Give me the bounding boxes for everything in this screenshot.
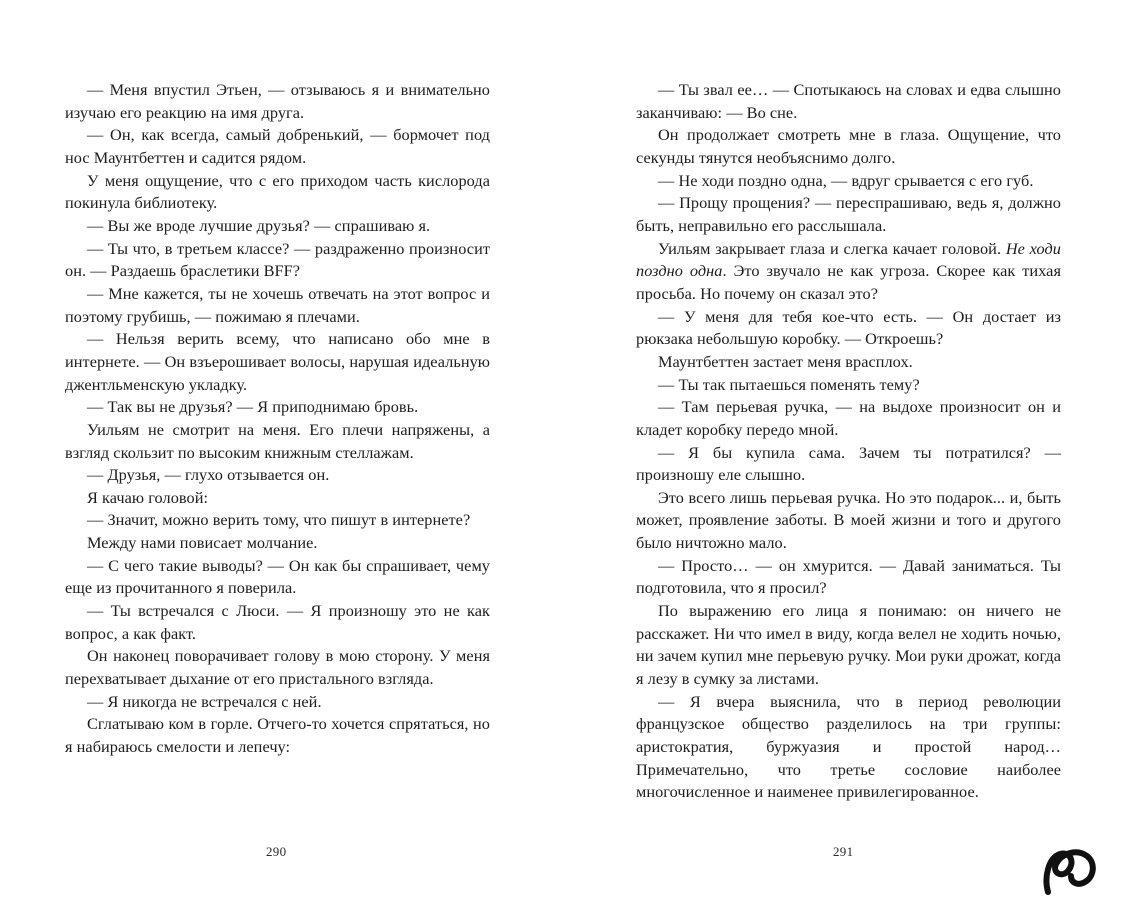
logo-stroke xyxy=(1047,852,1093,892)
paragraph: — Я бы купила сама. Зачем ты потратился? — произношу еле слышно. xyxy=(636,442,1061,485)
paragraph: — Ты что, в третьем классе? — раздраженно произносит он. — Раздаешь браслетики BFF? xyxy=(65,238,490,281)
paragraph: — Ты встречался с Люси. — Я произношу это не как вопрос, а как факт. xyxy=(65,601,490,643)
left-page xyxy=(65,79,490,759)
paragraph: Маунтбеттен застает меня врасплох. xyxy=(658,351,913,371)
page-number-left: 290 xyxy=(266,844,287,859)
paragraph: У меня ощущение, что с его приходом часть кислорода покинула библиотеку. xyxy=(65,170,490,213)
paragraph: Я качаю головой: xyxy=(87,487,209,507)
paragraph: Между нами повисает молчание. xyxy=(87,533,318,553)
paragraph: Он наконец поворачивает голову в мою сторону. У меня перехватывает дыхание от его пристального взгляда. xyxy=(65,646,490,689)
paragraph-tail-text: . Это звучало не как угроза. Скорее как тихая просьба. Но почему он сказал это? xyxy=(636,261,1061,303)
paragraph: — Он, как всегда, самый добренький, — бормочет под нос Маунтбеттен и садится рядом. xyxy=(65,125,490,167)
paragraph: — Не ходи поздно одна, — вдруг срывается с его губ. xyxy=(658,170,1034,190)
paragraph: — Там перьевая ручка, — на выдохе произносит он и кладет коробку передо мной. xyxy=(636,397,1061,439)
right-page xyxy=(636,79,1061,804)
paragraph-with-italic xyxy=(636,238,1061,306)
paragraph: — Вы же вроде лучшие друзья? — спрашиваю я. xyxy=(87,215,431,235)
paragraph-lead-text: Уильям закрывает глаза и слегка качает головой. xyxy=(658,238,1002,258)
paragraph: Уильям не смотрит на меня. Его плечи напряжены, а взгляд скользит по высоким книжным стеллажам. xyxy=(65,419,490,462)
paragraph: По выражению его лица я понимаю: он ничего не расскажет. Ни что имел в виду, когда велел не ходить ночью, ни зачем купил мне перьевую ручку. Мои руки дрожат, когда я лезу в сумку за листами. xyxy=(636,601,1061,689)
paragraph: — Просто… — он хмурится. — Давай заниматься. Ты подготовила, что я просил? xyxy=(636,555,1061,598)
paragraph: — Так вы не друзья? — Я приподнимаю бровь. xyxy=(87,397,419,417)
paragraph: — С чего такие выводы? — Он как бы спрашивает, чему еще из прочитанного я поверила. xyxy=(65,555,490,598)
paragraph: — Значит, можно верить тому, что пишут в интернете? xyxy=(87,510,471,530)
paragraph: Сглатываю ком в горле. Отчего-то хочется спрятаться, но я набираюсь смелости и лепечу: xyxy=(65,714,490,757)
paragraph: — У меня для тебя кое-что есть. — Он достает из рюкзака небольшую коробку. — Откроешь? xyxy=(636,306,1061,349)
paragraph: — Ты так пытаешься поменять тему? xyxy=(658,374,920,394)
paragraph: — Я никогда не встречался с ней. xyxy=(87,691,322,711)
publisher-swirl-logo-icon xyxy=(1040,840,1100,896)
paragraph: Это всего лишь перьевая ручка. Но это подарок... и, быть может, проявление заботы. В моей жизни и того и другого было ничтожно мало. xyxy=(636,487,1061,553)
paragraph: — Нельзя верить всему, что написано обо мне в интернете. — Он взъерошивает волосы, нарушая идеальную джентльменскую укладку. xyxy=(65,329,490,394)
paragraph: Он продолжает смотреть мне в глаза. Ощущение, что секунды тянутся необъяснимо долго. xyxy=(636,125,1061,167)
paragraph: — Мне кажется, ты не хочешь отвечать на этот вопрос и поэтому грубишь, — пожимаю я плечами. xyxy=(65,283,490,326)
italic-quote: Не ходи поздно одна xyxy=(636,238,1062,281)
page-number-right: 291 xyxy=(833,844,854,859)
paragraph: — Ты звал ее… — Спотыкаюсь на словах и едва слышно заканчиваю: — Во сне. xyxy=(636,80,1061,122)
paragraph: — Меня впустил Этьен, — отзываюсь я и внимательно изучаю его реакцию на имя друга. xyxy=(65,80,490,122)
paragraph: — Я вчера выяснила, что в период революции французское общество разделилось на три группы: аристократия, буржуазия и простой народ… Примечательно, что третье сословие наиболее многочисленное и наименее привилегированное. xyxy=(636,691,1061,802)
paragraph: — Прощу прощения? — переспрашиваю, ведь я, должно быть, неправильно его расслышала. xyxy=(636,193,1061,235)
paragraph: — Друзья, — глухо отзывается он. xyxy=(87,465,330,485)
